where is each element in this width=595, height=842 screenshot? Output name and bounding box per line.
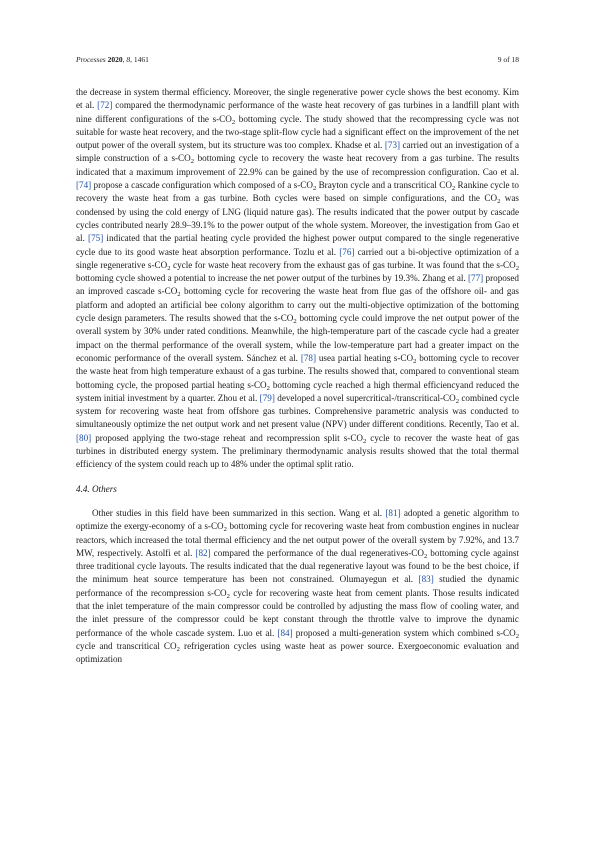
text-run: indicated that the partial heating cycle provided the highest power output compared to the single regenerative cycle due to its good waste heat absorption performance. Tozlu et al. (76, 233, 519, 257)
text-run: cycle for recovering waste heat from cement plants. Those results indicated that the inlet temperature of the main compressor could be controlled by adjusting the mass flow of cooling water, and the inlet pressure of the compressor could be kept constant through the throttle valve to improve the dynamic performance of the whole cascade system. Luo et al. (76, 587, 519, 638)
text-run: bottoming cycle. The study showed that the recompressing cycle was not suitable for waste heat recovery, and the two-stage split-flow cycle had a significant effect on the improvement of the net output power of the overall system, but its structure was too complex. Khadse et al. (76, 113, 519, 151)
subscript: 2 (413, 357, 417, 365)
text-run: carried out a bi-objective optimization of a single regenerative s-CO (76, 246, 519, 270)
journal-year: 2020 (107, 55, 123, 64)
text-run: combined cycle system for recovering waste heat from offshore gas turbines. Comprehensive parametric analysis was conducted to simultaneously optimize the net output work and net present value (NPV) under different conditions. Recently, Tao et al. (76, 392, 520, 430)
text-run: refrigeration cycles using waste heat as power source. Exergoeconomic evaluation and optimization (76, 640, 519, 665)
subscript: 2 (177, 291, 181, 299)
text-run: was condensed by using the cold energy of LNG (liquid nature gas). The results indicated that the power output by cascade cycles contributed nearly 28.9–39.1% to the power output of the whole system. Moreover, the investigation from Gao et al. (76, 193, 519, 244)
text-run: compared the performance of the dual regeneratives-CO (210, 547, 424, 558)
text-run: bottoming cycle could improve the net output power of the overall system by 30% under rated conditions. Meanwhile, the high-temperature part of the cascade cycle had a greater impact on the thermal performance of the overall system, while the low-temperature part had a greater impact on the economic performance of the overall system. Sánchez et al. (76, 313, 519, 363)
text-run: the decrease in system thermal efficiency. Moreover, the single regenerative power cycle shows the best economy. Kim et al. (76, 87, 519, 111)
text-run: bottoming cycle to recover the waste heat from high temperature exhaust of a gas turbine. The results showed that, compared to conventional steam bottoming cycle, the proposed partial heating s-CO (76, 352, 519, 390)
text-run: proposed an improved cascade s-CO (76, 273, 519, 297)
text-run: Other studies in this field have been summarized in this section. Wang et al. (92, 507, 386, 518)
section-heading: 4.4. Others (76, 483, 117, 494)
text-run: cycle and transcritical CO (76, 640, 177, 651)
running-header (76, 55, 519, 64)
subscript: 2 (293, 318, 297, 326)
subscript: 2 (455, 397, 459, 405)
citation-link[interactable]: [80] (76, 432, 92, 443)
text-run: bottoming cycle for recovering waste heat from combustion engines in nuclear reactors, which increased the total thermal efficiency and the net output power of the overall system by 7.92%, and 13.7 MW, respectively. Astolfi et al. (76, 521, 519, 558)
citation-link[interactable]: [76] (339, 246, 355, 257)
text-run: carried out an investigation of a simple construction of a s-CO (76, 140, 520, 164)
journal-citation: Processes 2020, 8, 1461 (76, 55, 149, 64)
citation-link[interactable]: [72] (97, 100, 113, 111)
text-run: bottoming cycle to recovery the waste heat recovery from a gas turbine. The results indicated that a maximum improvement of 22.9% can be gained by the use of recompression configuration. Cao et al. (76, 153, 519, 177)
text-run: Brayton cycle and a transcritical CO (316, 180, 452, 191)
subscript: 2 (312, 185, 317, 193)
text-run: adopted a genetic algorithm to optimize the exergy-economy of a s-CO (76, 507, 520, 532)
citation-link[interactable]: [73] (384, 140, 401, 151)
text-run: proposed a multi-generation system which combined s-CO (292, 627, 516, 638)
journal-volume: 8 (126, 55, 131, 64)
text-run: usea partial heating s-CO (316, 352, 414, 363)
text-run: cycle for waste heat recovery from the exhaust gas of gas turbine. It was found that the s-CO (170, 259, 516, 270)
subscript: 2 (167, 264, 171, 272)
citation-link[interactable]: [77] (468, 273, 484, 284)
subscript: 2 (266, 384, 270, 392)
text-run: studied the dynamic performance of the recompression s-CO (76, 574, 519, 598)
text-run: proposed applying the two-stage reheat and recompression split s-CO (91, 432, 363, 443)
citation-link[interactable]: [81] (385, 507, 401, 518)
paragraph-2 (76, 507, 519, 667)
subscript: 2 (363, 437, 367, 445)
body-text (76, 86, 519, 666)
text-run: bottoming cycle against three traditional cycle layouts. The results indicated that the dual regenerative layout was found to be the best choice, if the minimum heat source temperature has been not constrained. Olumayegun et al. (76, 547, 519, 585)
text-run: propose a cascade configuration which composed of a s-CO (91, 180, 313, 191)
subscript: 2 (515, 264, 519, 272)
journal-name: Processes (76, 55, 106, 64)
citation-link[interactable]: [84] (277, 627, 293, 638)
page-number: 9 of 18 (497, 55, 519, 64)
text-run: bottoming cycle for recovering the waste heat from flue gas of the offshore oil- and gas platform and adopted an artificial bee colony algorithm to carry out the multi-objective optimization of the bottoming cycle design parameters. The results showed that the s-CO (76, 286, 519, 324)
citation-link[interactable]: [83] (418, 574, 434, 585)
subscript: 2 (497, 198, 501, 206)
subscript: 2 (451, 185, 456, 193)
text-run: bottoming cycle showed a potential to increase the net power output of the turbines by 19.3%. Zhang et al. (76, 273, 469, 284)
subscript: 2 (231, 118, 236, 126)
subscript: 2 (223, 526, 227, 534)
subscript: 2 (515, 632, 520, 640)
subscript: 2 (226, 592, 230, 600)
article-number: 1461 (133, 55, 149, 64)
subscript: 2 (190, 158, 195, 166)
citation-link[interactable]: [79] (259, 392, 275, 403)
paragraph-1 (76, 86, 519, 472)
subscript: 2 (176, 645, 180, 653)
text-run: developed a novel supercritical-/transcritical-CO (274, 392, 456, 403)
text-run: compared the thermodynamic performance of the waste heat recovery of gas turbines in a landfill plant with nine different configurations of the s-CO (76, 100, 520, 124)
subscript: 2 (423, 552, 428, 560)
text-run: cycle to recover the waste heat of gas turbines in distributed energy system. The preliminary thermodynamic analysis results showed that the total thermal efficiency of the system could reach up to 48% under the optimal split ratio. (76, 432, 519, 470)
text-run: bottoming cycle reached a high thermal efficiencyand reduced the system initial investment by a quarter. Zhou et al. (76, 379, 520, 403)
citation-link[interactable]: [74] (76, 180, 92, 191)
text-run: Rankine cycle to recovery the waste heat from a gas turbine. Both cycles were based on simple configurations, and the CO (76, 180, 519, 204)
citation-link[interactable]: [75] (88, 233, 104, 244)
citation-link[interactable]: [82] (195, 547, 211, 558)
citation-link[interactable]: [78] (300, 352, 317, 363)
